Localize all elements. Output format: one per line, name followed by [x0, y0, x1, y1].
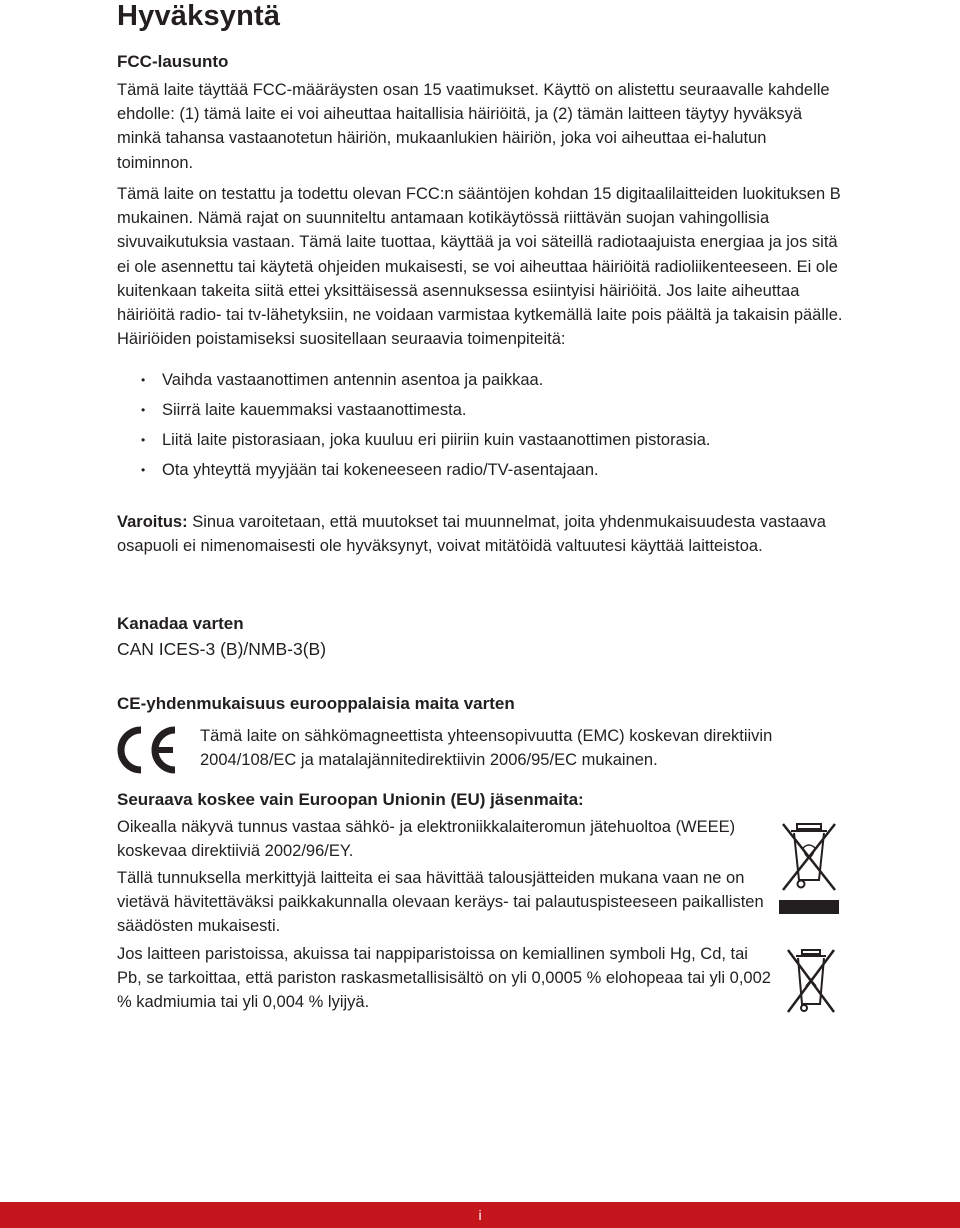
warning-text: Sinua varoitetaan, että muutokset tai muunnelmat, joita yhdenmukaisuudesta vastaava osapuoli ei nimenomaisesti ole hyväksynyt, voivat mitätöidä valtuutesi käyttää laitteistoa.	[117, 513, 826, 556]
warning-paragraph	[117, 510, 847, 558]
fcc-measures-list	[117, 368, 857, 488]
ce-paragraph: Tämä laite on sähkömagneettista yhteensopivuutta (EMC) koskevan direktiivin 2004/108/EC ja matalajännitedirektiivin 2006/95/EC mukainen.	[200, 727, 773, 770]
bullet-icon: •	[141, 463, 146, 477]
bullet-icon: •	[141, 403, 146, 417]
list-item	[117, 458, 857, 488]
page-number: i	[478, 1207, 482, 1223]
crossed-out-wheelie-bin-icon	[779, 818, 839, 918]
ce-mark-icon	[117, 726, 181, 774]
bullet-icon: •	[141, 433, 146, 447]
warning-label: Varoitus:	[117, 513, 188, 531]
page-title: Hyväksyntä	[117, 0, 281, 32]
list-item-text: Vaihda vastaanottimen antennin asentoa ja paikkaa.	[162, 371, 544, 389]
bullet-icon: •	[141, 373, 146, 387]
crossed-out-bin-battery-icon	[786, 946, 836, 1016]
eu-paragraph-1: Oikealla näkyvä tunnus vastaa sähkö- ja elektroniikkalaiteromun jätehuoltoa (WEEE) koskevaa direktiiviä 2002/96/EY.	[117, 818, 736, 861]
list-item	[117, 368, 857, 398]
eu-paragraph-2: Tällä tunnuksella merkittyjä laitteita ei saa hävittää talousjätteiden mukana vaan ne on vietävä hävitettäväksi paikkakunnalla olevaan keräys- tai palautuspisteeseen paikallisten säädösten mukaisesti.	[117, 869, 764, 936]
fcc-heading: FCC-lausunto	[117, 52, 229, 71]
eu-paragraph-3: Jos laitteen paristoissa, akuissa tai nappiparistoissa on kemiallinen symboli Hg, Cd, tai Pb, se tarkoittaa, että pariston raskasmetallisisältö on yli 0,0005 % elohopeaa tai yli 0,002 % kadmiumia tai yli 0,004 % lyijyä.	[117, 945, 771, 1012]
fcc-paragraph-1: Tämä laite täyttää FCC-määräysten osan 15 vaatimukset. Käyttö on alistettu seuraavalle kahdelle ehdolle: (1) tämä laite ei voi aiheuttaa haitallisia häiriöitä, ja (2) tämän laitteen täytyy hyväksyä minkä tahansa vastaanotetun häiriön, mukaanlukien häiriön, joka voi aiheuttaa ei-halutun toiminnon.	[117, 81, 830, 172]
list-item	[117, 398, 857, 428]
canada-code: CAN ICES-3 (B)/NMB-3(B)	[117, 639, 327, 659]
eu-heading: Seuraava koskee vain Euroopan Unionin (EU) jäsenmaita:	[117, 790, 584, 809]
canada-heading: Kanadaa varten	[117, 614, 244, 633]
list-item-text: Liitä laite pistorasiaan, joka kuuluu eri piiriin kuin vastaanottimen pistorasia.	[162, 431, 711, 449]
list-item	[117, 428, 857, 458]
list-item-text: Ota yhteyttä myyjään tai kokeneeseen radio/TV-asentajaan.	[162, 461, 599, 479]
fcc-paragraph-2: Tämä laite on testattu ja todettu olevan FCC:n sääntöjen kohdan 15 digitaalilaitteiden luokituksen B mukainen. Nämä rajat on suunniteltu antamaan kotikäytössä riittävän suojan vahingollisia sivuvaikutuksia vastaan. Tämä laite tuottaa, käyttää ja voi säteillä radiotaajuista energiaa ja jos sitä ei ole asennettu tai käytetä ohjeiden mukaisesti, se voi aiheuttaa häiriöitä radioliikenteeseen. Ei ole kuitenkaan takeita siitä ettei yksittäisessä asennuksessa esiintyisi häiriöitä. Jos laite aiheuttaa häiriöitä radio- tai tv-lähetyksiin, ne voidaan varmistaa kytkemällä laite pois päältä ja takaisin päälle. Häiriöiden poistamiseksi suositellaan seuraavia toimenpiteitä:	[117, 185, 843, 349]
ce-heading: CE-yhdenmukaisuus eurooppalaisia maita varten	[117, 694, 515, 713]
list-item-text: Siirrä laite kauemmaksi vastaanottimesta.	[162, 401, 467, 419]
